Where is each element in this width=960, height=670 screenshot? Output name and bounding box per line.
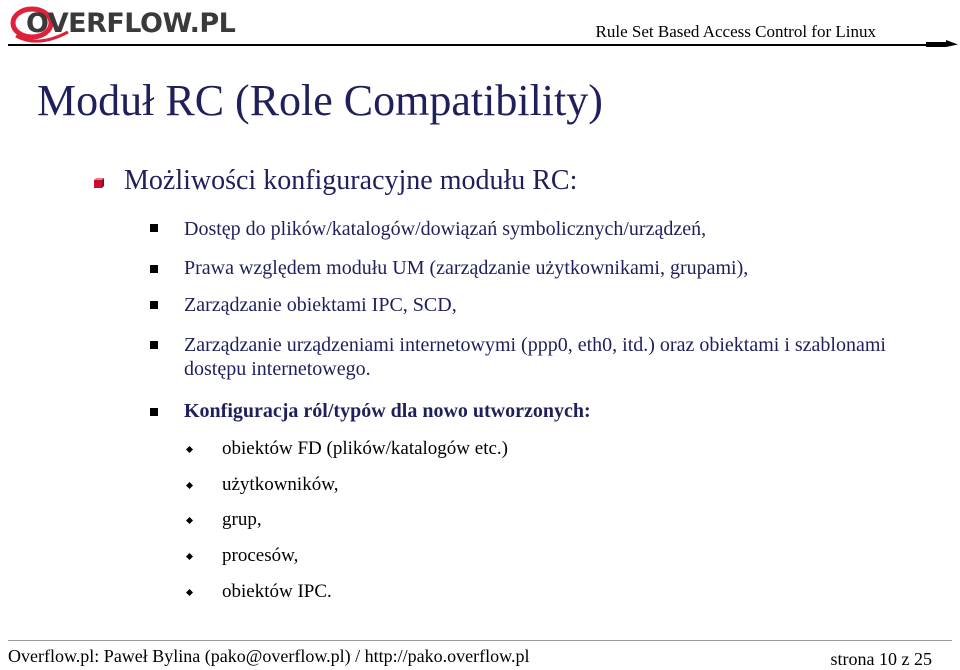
square-bullet-icon xyxy=(150,301,158,309)
overflow-logo xyxy=(8,2,278,48)
footer-divider xyxy=(8,640,952,641)
main-bullet-text: Możliwości konfiguracyjne modułu RC: xyxy=(124,165,578,196)
header-arrow-icon xyxy=(926,35,958,55)
red-cube-bullet-icon xyxy=(94,178,104,188)
sub-list-item: obiektów FD (plików/katalogów etc.) xyxy=(222,438,509,459)
square-bullet-icon xyxy=(150,408,158,416)
list-item: Zarządzanie obiektami IPC, SCD, xyxy=(184,294,457,316)
diamond-bullet-icon xyxy=(186,553,193,560)
diamond-bullet-icon xyxy=(186,482,193,489)
sub-list-item: obiektów IPC. xyxy=(222,581,332,602)
diamond-bullet-icon xyxy=(186,517,193,524)
page-number: strona 10 z 25 xyxy=(830,649,932,669)
diamond-bullet-icon xyxy=(186,446,193,453)
diamond-bullet-icon xyxy=(186,589,193,596)
logo-text: OVERFLOW.PL xyxy=(26,8,236,39)
sub-list-item: użytkowników, xyxy=(222,474,339,495)
footer-author: Overflow.pl: Paweł Bylina (pako@overflow.pl) / http://pako.overflow.pl xyxy=(8,646,530,666)
square-bullet-icon xyxy=(150,224,158,232)
sub-list-item: grup, xyxy=(222,509,262,530)
square-bullet-icon xyxy=(150,265,158,273)
list-item: Zarządzanie urządzeniami internetowymi (ppp0, eth0, itd.) oraz obiektami i szablonami dostępu internetowego. xyxy=(184,334,886,380)
slide-title: Moduł RC (Role Compatibility) xyxy=(37,76,603,125)
list-item: Prawa względem modułu UM (zarządzanie użytkownikami, grupami), xyxy=(184,257,749,279)
square-bullet-icon xyxy=(150,341,158,349)
list-item: Dostęp do plików/katalogów/dowiązań symbolicznych/urządzeń, xyxy=(184,218,707,240)
header-divider xyxy=(8,44,926,46)
list-item: Konfiguracja ról/typów dla nowo utworzonych: xyxy=(184,400,591,422)
sub-list-item: procesów, xyxy=(222,545,299,566)
header-title: Rule Set Based Access Control for Linux xyxy=(595,22,876,41)
